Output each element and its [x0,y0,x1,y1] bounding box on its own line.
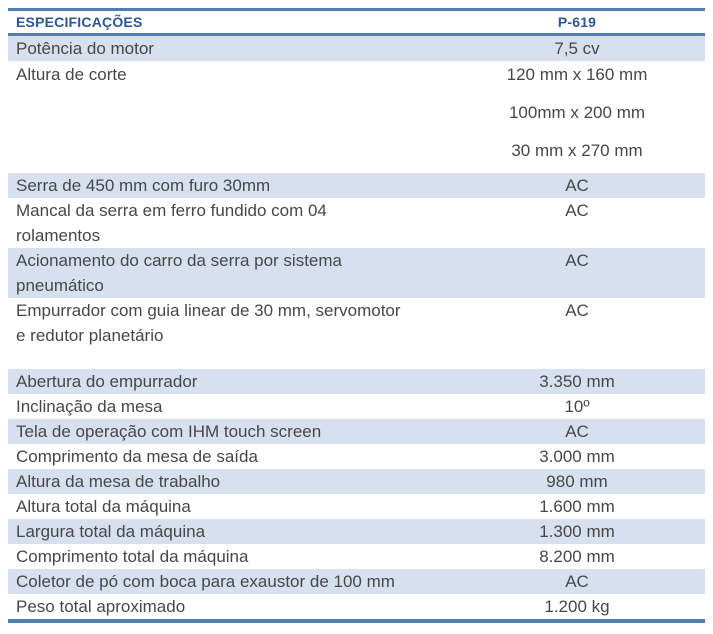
spec-value [449,61,705,173]
spec-value-line: 120 mm x 160 mm [506,65,648,84]
spec-row [8,248,705,298]
spec-row [8,61,705,173]
spec-row [8,469,705,494]
spec-row [8,569,705,594]
spec-value-line: 30 mm x 270 mm [511,141,643,160]
spec-row [8,544,705,569]
spec-label-line: rolamentos [16,226,101,245]
spec-value: AC [565,301,589,320]
spec-value: AC [565,422,589,441]
spec-label-line: e redutor planetário [16,326,164,345]
spec-value-line: 100mm x 200 mm [508,103,646,122]
spec-label-line: Empurrador com guia linear de 30 mm, servomotor [16,301,401,320]
spec-table [8,8,705,623]
spec-label-line: Mancal da serra em ferro fundido com 04 [16,201,327,220]
spec-label: Altura total da máquina [16,497,191,516]
spec-label: Coletor de pó com boca para exaustor de 100 mm [16,572,395,591]
spec-label: Serra de 450 mm com furo 30mm [16,176,271,195]
spec-value: AC [565,201,589,220]
spec-label: Tela de operação com IHM touch screen [16,422,322,441]
spec-row [8,394,705,419]
spec-label [8,198,449,248]
spec-row [8,298,705,369]
spec-row [8,519,705,544]
spec-label: Largura total da máquina [16,522,206,541]
spec-label: Potência do motor [16,39,154,58]
spec-value: AC [565,176,589,195]
spec-row [8,444,705,469]
spec-value: AC [565,572,589,591]
spec-label: Abertura do empurrador [16,372,198,391]
spec-row [8,594,705,619]
spec-row [8,173,705,198]
header-model: P-619 [557,14,597,30]
spec-value: 980 mm [546,472,608,491]
spec-row [8,369,705,394]
spec-label-line: Acionamento do carro da serra por sistema [16,251,342,270]
spec-value: 1.300 mm [539,522,615,541]
spec-label [8,248,449,298]
spec-row [8,198,705,248]
spec-row [8,419,705,444]
spec-value: 1.200 kg [544,597,610,616]
table-header [8,8,705,36]
spec-label: Peso total aproximado [16,597,186,616]
spec-value: 3.350 mm [539,372,615,391]
spec-value: 10º [564,397,590,416]
spec-label [8,298,449,369]
spec-value: 1.600 mm [539,497,615,516]
spec-label: Altura da mesa de trabalho [16,472,221,491]
spec-label-line: pneumático [16,276,104,295]
spec-value: 8.200 mm [539,547,615,566]
header-title: ESPECIFICAÇÕES [16,14,143,30]
spec-row [8,36,705,61]
spec-label: Comprimento da mesa de saída [16,447,258,466]
spec-label: Comprimento total da máquina [16,547,249,566]
spec-value: AC [565,251,589,270]
spec-label: Inclinação da mesa [16,397,163,416]
spec-label: Altura de corte [16,65,127,84]
spec-row [8,494,705,519]
spec-value: 3.000 mm [539,447,615,466]
spec-value: 7,5 cv [554,39,600,58]
